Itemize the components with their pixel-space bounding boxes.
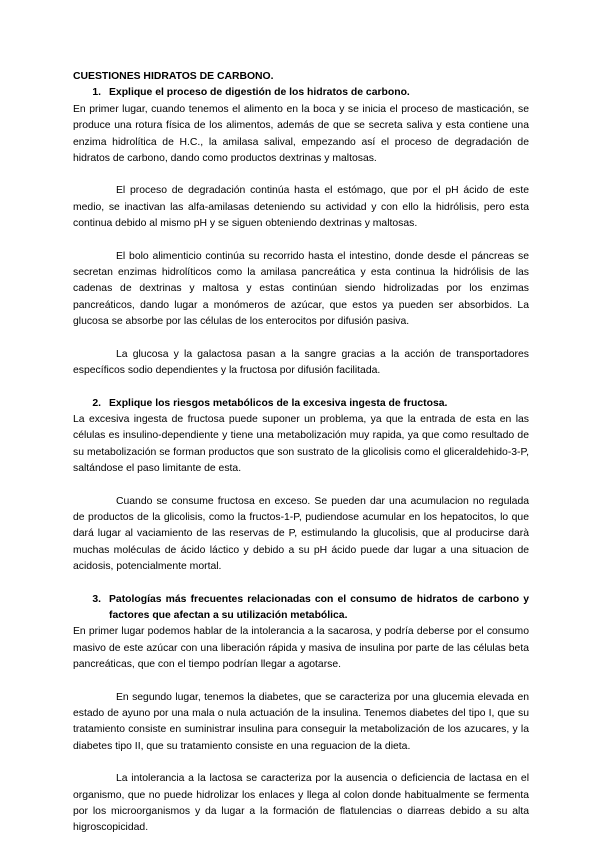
question-3-heading (73, 592, 529, 625)
question-1-heading (73, 85, 529, 101)
section-2-paragraph-1: La excesiva ingesta de fructosa puede suponer un problema, ya que la entrada de esta en las células es insulino-dependiente y tiene una metabolización muy rapida, ya que como resultado de su metabolización se forman productos que son sustrato de la glicolisis como el gliceraldehido-3-P, saltándose el paso limitante de esta. (73, 413, 529, 475)
question-2-number: 2. (92, 397, 101, 409)
section-1-paragraph-1: En primer lugar, cuando tenemos el alimento en la boca y se inicia el proceso de masticación, se produce una rotura física de los alimentos, además de que se secreta saliva y esta contiene una enzima hidrolítica de H.C., la amilasa salival, empezando así el proceso de degradación de hidratos de carbono, dando como productos dextrinas y maltosas. (73, 103, 529, 165)
section-1-paragraph-4: La glucosa y la galactosa pasan a la sangre gracias a la acción de transportadores específicos sodio dependientes y la fructosa por difusión facilitada. (73, 348, 529, 377)
section-2-paragraph-2: Cuando se consume fructosa en exceso. Se pueden dar una acumulacion no regulada de productos de la glicolisis, como la fructos-1-P, pudiendose acumular en los hepatocitos, lo que dará lugar al vaciamiento de las reservas de P, estimulando la glucolisis, que al producirse darà muchas moléculas de ácido láctico y debido a su pH ácido puede dar lugar a una situacion de acidosis, potencialmente mortal. (73, 495, 529, 573)
document-title: CUESTIONES HIDRATOS DE CARBONO. (73, 71, 274, 82)
question-3-number: 3. (92, 593, 101, 605)
question-2-text: Explique los riesgos metabólicos de la excesiva ingesta de fructosa. (109, 397, 448, 409)
question-1-text: Explique el proceso de digestión de los hidratos de carbono. (109, 87, 410, 99)
question-3-text: Patologías más frecuentes relacionadas con el consumo de hidratos de carbono y factores que afectan a su utilización metabólica. (109, 593, 529, 621)
section-3-paragraph-1: En primer lugar podemos hablar de la intolerancia a la sacarosa, y podría deberse por el consumo masivo de este azúcar con una liberación rápida y masiva de insulina por parte de las células beta pancreáticas, que con el tiempo podrían llegar a agotarse. (73, 626, 529, 671)
question-1-number: 1. (92, 87, 101, 99)
document-page (73, 69, 529, 837)
section-3-paragraph-2: En segundo lugar, tenemos la diabetes, que se caracteriza por una glucemia elevada en estado de ayuno por una mala o nula actuación de la insulina. Tenemos diabetes del tipo I, que su tratamiento consiste en suministrar insulina para conseguir la metabolización de los azucares, y la diabetes tipo II, que su tratamiento consiste en una reguacion de la dieta. (73, 691, 529, 752)
section-3-paragraph-3: La intolerancia a la lactosa se caracteriza por la ausencia o deficiencia de lactasa en el organismo, que no puede hidrolizar los enlaces y llega al colon donde habitualmente se fermenta por los microorganismos y da lugar a la formación de flatulencias o diarreas debido a su alta higroscopicidad. (73, 773, 529, 834)
question-2-heading (73, 396, 529, 412)
section-1-paragraph-3: El bolo alimenticio continúa su recorrido hasta el intestino, donde desde el páncreas se secretan enzimas hidrolíticos como la amilasa pancreática y esta continua la hidrólisis de las cadenas de dextrinas y maltosa y estas continúan siendo hidrolizadas por los enzimas pancreáticos, dando lugar a monómeros de azúcar, que estos ya pueden ser absorbidos. La glucosa se absorbe por las células de los enterocitos por difusión pasiva. (73, 250, 529, 328)
section-1-paragraph-2: El proceso de degradación continúa hasta el estómago, que por el pH ácido de este medio, se inactivan las alfa-amilasas deteniendo su actividad y con ello la hidrólisis, pero esta continua debido al mismo pH y se siguen obteniendo dextrinas y maltosas. (73, 185, 529, 230)
